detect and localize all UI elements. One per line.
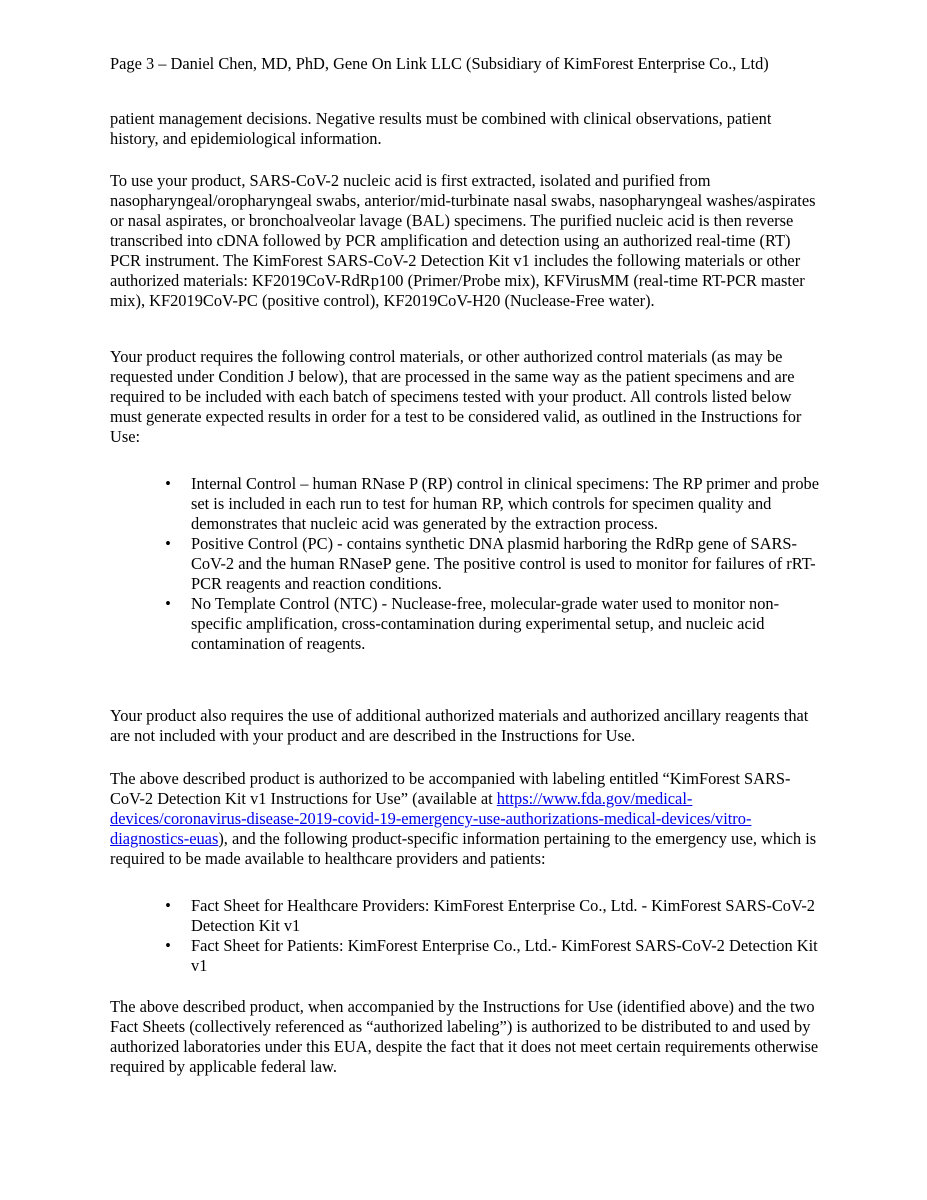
paragraph-authorized-labeling [110,769,822,869]
list-item-hcp-fact-sheet [162,896,822,936]
list-item-patient-fact-sheet [162,936,822,976]
controls-list [162,474,822,654]
list-item-positive-control [162,534,822,594]
list-item-internal-control [162,474,822,534]
labeling-text-before: The above described product is authorized to be accompanied with labeling entitled “KimForest SARS-CoV-2 Detection Kit v1 Instructions for Use” (available at [110,769,791,808]
list-item-no-template-control [162,594,822,654]
paragraph-distribution: The above described product, when accompanied by the Instructions for Use (identified above) and the two Fact Sheets (collectively referenced as “authorized labeling”) is authorized to be distributed to and used by authorized laboratories under this EUA, despite the fact that it does not meet certain requirements otherwise required by applicable federal law. [110,997,819,1076]
bullet-icon: • [165,896,171,915]
list-item-text: No Template Control (NTC) - Nuclease-free, molecular-grade water used to monitor non-specific amplification, cross-contamination during experimental setup, and nucleic acid contamination of reagents. [191,594,780,653]
bullet-icon: • [165,594,171,613]
paragraph-product-use: To use your product, SARS-CoV-2 nucleic acid is first extracted, isolated and purified from nasopharyngeal/oropharyngeal swabs, anterior/mid-turbinate nasal swabs, nasopharyngeal washes/aspirates or nasal aspirates, or bronchoalveolar lavage (BAL) specimens. The purified nucleic acid is then reverse transcribed into cDNA followed by PCR amplification and detection using an authorized real-time (RT) PCR instrument. The KimForest SARS-CoV-2 Detection Kit v1 includes the following materials or other authorized materials: KF2019CoV-RdRp100 (Primer/Probe mix), KFVirusMM (real-time RT-PCR master mix), KF2019CoV-PC (positive control), KF2019CoV-H20 (Nuclease-Free water). [110,171,816,310]
fda-euas-link[interactable]: https://www.fda.gov/medical-devices/coronavirus-disease-2019-covid-19-emergency-use-authorizations-medical-devices/vitro-diagnostics-euas [110,789,752,848]
paragraph-ancillary-reagents: Your product also requires the use of additional authorized materials and authorized ancillary reagents that are not included with your product and are described in the Instructions for Use. [110,706,809,745]
list-item-text: Positive Control (PC) - contains synthetic DNA plasmid harboring the RdRp gene of SARS-CoV-2 and the human RNaseP gene. The positive control is used to monitor for failures of rRT-PCR reagents and reaction conditions. [191,534,816,593]
list-item-text: Fact Sheet for Healthcare Providers: KimForest Enterprise Co., Ltd. - KimForest SARS-CoV-2 Detection Kit v1 [191,896,815,935]
fact-sheets-list [162,896,822,976]
paragraph-control-materials: Your product requires the following control materials, or other authorized control materials (as may be requested under Condition J below), that are processed in the same way as the patient specimens and are required to be included with each batch of specimens tested with your product. All controls listed below must generate expected results in order for a test to be considered valid, as outlined in the Instructions for Use: [110,347,802,446]
paragraph-patient-management: patient management decisions. Negative results must be combined with clinical observations, patient history, and epidemiological information. [110,109,772,148]
list-item-text: Internal Control – human RNase P (RP) control in clinical specimens: The RP primer and probe set is included in each run to test for human RP, which controls for specimen quality and demonstrates that nucleic acid was generated by the extraction process. [191,474,820,533]
bullet-icon: • [165,474,171,493]
bullet-icon: • [165,534,171,553]
bullet-icon: • [165,936,171,955]
labeling-text-after: ), and the following product-specific information pertaining to the emergency use, which is required to be made available to healthcare providers and patients: [110,829,817,868]
list-item-text: Fact Sheet for Patients: KimForest Enterprise Co., Ltd.- KimForest SARS-CoV-2 Detection Kit v1 [191,936,818,975]
page-header: Page 3 – Daniel Chen, MD, PhD, Gene On Link LLC (Subsidiary of KimForest Enterprise Co., Ltd) [110,54,769,73]
